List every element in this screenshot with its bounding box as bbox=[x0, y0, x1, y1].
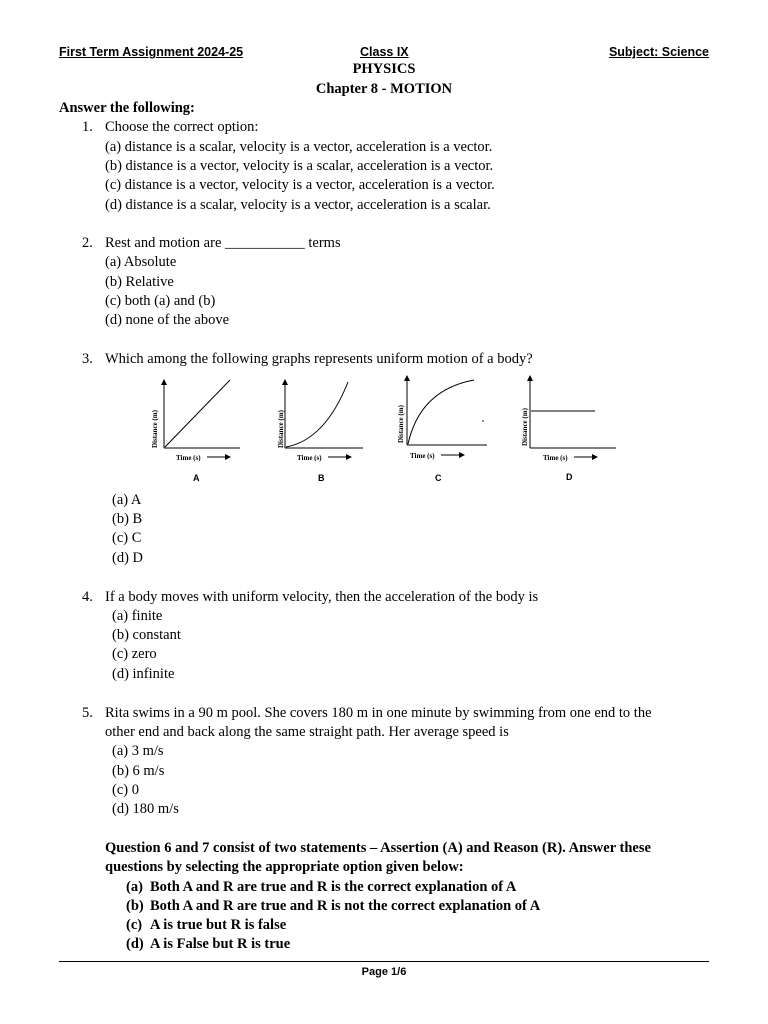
graph-letter: C bbox=[435, 473, 442, 483]
subject-title: PHYSICS bbox=[352, 61, 416, 77]
option: A is true but R is false bbox=[150, 917, 287, 933]
page-number: Page 1/6 bbox=[361, 966, 407, 978]
question-number: 4. bbox=[82, 589, 93, 605]
option: (b) B bbox=[112, 511, 143, 527]
question-text: If a body moves with uniform velocity, then the acceleration of the body is bbox=[105, 589, 539, 605]
header-class: Class IX bbox=[360, 45, 409, 59]
x-axis-label: Time (s) bbox=[410, 452, 435, 460]
graph-b bbox=[277, 380, 363, 483]
x-axis-label: Time (s) bbox=[543, 454, 568, 462]
option: (a) A bbox=[112, 492, 142, 508]
question-number: 5. bbox=[82, 705, 93, 721]
graph-letter: D bbox=[566, 472, 573, 482]
header-term: First Term Assignment 2024-25 bbox=[59, 45, 244, 59]
option: Both A and R are true and R is the correct explanation of A bbox=[150, 879, 517, 895]
option: (c) zero bbox=[112, 646, 157, 662]
question-text: Rest and motion are ___________ terms bbox=[105, 235, 341, 251]
option-label: (b) bbox=[126, 898, 144, 914]
y-axis-label: Distance (m) bbox=[277, 410, 285, 448]
option: (d) D bbox=[112, 550, 144, 566]
option: Both A and R are true and R is not the correct explanation of A bbox=[150, 898, 541, 914]
header-subject: Subject: Science bbox=[608, 45, 709, 59]
graphs-figure bbox=[0, 370, 768, 490]
option-label: (a) bbox=[126, 879, 143, 895]
footer-divider bbox=[59, 961, 709, 962]
graph-d bbox=[521, 376, 616, 482]
option: (c) both (a) and (b) bbox=[105, 293, 216, 309]
option: (c) C bbox=[112, 530, 142, 546]
question-number: 3. bbox=[82, 351, 93, 367]
assertion-reason-intro-continued: questions by selecting the appropriate option given below: bbox=[105, 859, 464, 875]
option-label: (c) bbox=[126, 917, 143, 933]
option: (c) 0 bbox=[112, 782, 139, 798]
option: A is False but R is true bbox=[150, 936, 291, 952]
graph-c bbox=[397, 376, 487, 483]
option: (c) distance is a vector, velocity is a vector, acceleration is a vector. bbox=[105, 177, 495, 193]
y-axis-label: Distance (m) bbox=[521, 408, 529, 446]
option: (d) infinite bbox=[112, 666, 175, 682]
option: (a) distance is a scalar, velocity is a vector, acceleration is a vector. bbox=[105, 139, 493, 155]
graph-letter: A bbox=[193, 473, 200, 483]
option: (a) finite bbox=[112, 608, 163, 624]
x-axis-label: Time (s) bbox=[176, 454, 201, 462]
graph-a bbox=[151, 380, 240, 483]
option: (b) Relative bbox=[105, 274, 174, 290]
option: (a) Absolute bbox=[105, 254, 177, 270]
y-axis-label: Distance (m) bbox=[397, 405, 405, 443]
motion-graphs bbox=[0, 370, 768, 490]
question-text-continued: other end and back along the same straight path. Her average speed is bbox=[105, 724, 509, 740]
option: (b) distance is a vector, velocity is a scalar, acceleration is a vector. bbox=[105, 158, 494, 174]
option: (d) distance is a scalar, velocity is a vector, acceleration is a scalar. bbox=[105, 197, 491, 213]
graph-letter: B bbox=[318, 473, 325, 483]
assertion-reason-intro: Question 6 and 7 consist of two statements – Assertion (A) and Reason (R). Answer these bbox=[105, 840, 651, 856]
page-header bbox=[59, 45, 709, 61]
option: (b) constant bbox=[112, 627, 181, 643]
y-axis-label: Distance (m) bbox=[151, 410, 159, 448]
x-axis-label: Time (s) bbox=[297, 454, 322, 462]
question-number: 1. bbox=[82, 119, 93, 135]
option: (d) none of the above bbox=[105, 312, 230, 328]
option: (a) 3 m/s bbox=[112, 743, 164, 759]
option-label: (d) bbox=[126, 936, 144, 952]
option: (d) 180 m/s bbox=[112, 801, 179, 817]
question-text: Which among the following graphs represents uniform motion of a body? bbox=[105, 351, 533, 367]
chapter-title: Chapter 8 - MOTION bbox=[315, 81, 453, 97]
instruction: Answer the following: bbox=[59, 100, 195, 116]
question-text: Choose the correct option: bbox=[105, 119, 259, 135]
question-text: Rita swims in a 90 m pool. She covers 180 m in one minute by swimming from one end to the bbox=[105, 705, 652, 721]
option: (b) 6 m/s bbox=[112, 763, 165, 779]
question-number: 2. bbox=[82, 235, 93, 251]
